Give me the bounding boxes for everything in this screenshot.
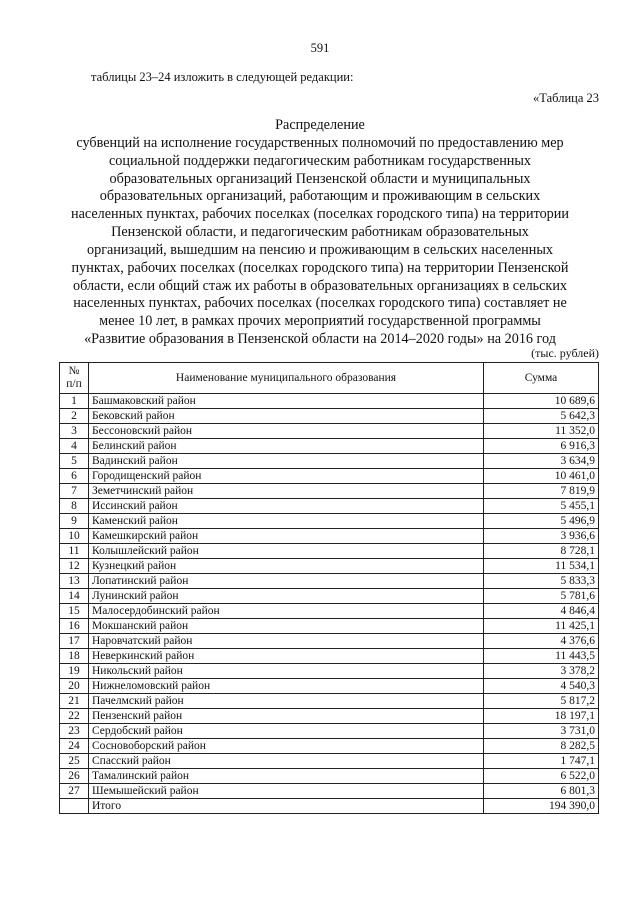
row-number: 26 [60, 769, 89, 784]
row-municipality: Пачелмский район [89, 694, 484, 709]
row-sum: 18 197,1 [484, 709, 599, 724]
table-row [60, 784, 599, 799]
row-municipality: Нижнеломовский район [89, 679, 484, 694]
row-number: 25 [60, 754, 89, 769]
heading-line: субвенций на исполнение государственных полномочий по предоставлению мер [76, 134, 564, 151]
row-number: 14 [60, 589, 89, 604]
row-municipality: Земетчинский район [89, 484, 484, 499]
row-number: 8 [60, 499, 89, 514]
row-municipality: Кузнецкий район [89, 559, 484, 574]
row-municipality: Городищенский район [89, 469, 484, 484]
header-name: Наименование муниципального образования [89, 363, 484, 394]
row-municipality: Бековский район [89, 409, 484, 424]
row-sum: 194 390,0 [484, 799, 599, 814]
header-number-line2: п/п [66, 378, 82, 390]
header-number-line1: № [68, 365, 80, 377]
table-row [60, 469, 599, 484]
row-sum: 5 781,6 [484, 589, 599, 604]
row-sum: 4 376,6 [484, 634, 599, 649]
intro-text: таблицы 23–24 изложить в следующей редакции: [91, 70, 354, 84]
table-row [60, 574, 599, 589]
row-municipality: Белинский район [89, 439, 484, 454]
row-municipality: Камешкирский район [89, 529, 484, 544]
heading-line: пунктах, рабочих поселках (поселках городского типа) на территории Пензенской [71, 259, 569, 276]
units-label: (тыс. рублей) [531, 346, 599, 360]
row-number: 21 [60, 694, 89, 709]
row-municipality: Бессоновский район [89, 424, 484, 439]
table-row [60, 724, 599, 739]
row-number: 2 [60, 409, 89, 424]
row-municipality: Вадинский район [89, 454, 484, 469]
heading-title: Распределение [275, 117, 365, 133]
row-number: 15 [60, 604, 89, 619]
header-sum: Сумма [484, 363, 599, 394]
row-number: 16 [60, 619, 89, 634]
row-number: 3 [60, 424, 89, 439]
row-municipality: Пензенский район [89, 709, 484, 724]
row-municipality: Сердобский район [89, 724, 484, 739]
row-number: 24 [60, 739, 89, 754]
table-reference: «Таблица 23 [533, 91, 599, 105]
row-municipality: Спасский район [89, 754, 484, 769]
row-sum: 11 352,0 [484, 424, 599, 439]
document-heading [40, 117, 600, 349]
heading-line: «Развитие образования в Пензенской области на 2014–2020 годы» на 2016 год [84, 331, 556, 348]
row-number: 9 [60, 514, 89, 529]
table-row [60, 529, 599, 544]
table-body [60, 394, 599, 814]
heading-line: населенных пунктах, рабочих поселках (поселках городского типа) составляет не [73, 295, 567, 312]
row-number: 10 [60, 529, 89, 544]
table-row [60, 439, 599, 454]
table-row [60, 709, 599, 724]
row-number: 5 [60, 454, 89, 469]
row-sum: 10 461,0 [484, 469, 599, 484]
row-sum: 3 378,2 [484, 664, 599, 679]
row-number: 17 [60, 634, 89, 649]
page-number: 591 [310, 41, 330, 55]
row-municipality: Лопатинский район [89, 574, 484, 589]
row-sum: 6 522,0 [484, 769, 599, 784]
row-sum: 4 540,3 [484, 679, 599, 694]
table-row [60, 544, 599, 559]
row-sum: 6 801,3 [484, 784, 599, 799]
table-row [60, 619, 599, 634]
row-number: 23 [60, 724, 89, 739]
header-number [60, 363, 89, 394]
row-number: 11 [60, 544, 89, 559]
row-sum: 5 817,2 [484, 694, 599, 709]
heading-line: области, если общий стаж их работы в образовательных организациях в сельских [73, 277, 567, 294]
row-municipality: Башмаковский район [89, 394, 484, 409]
table-row [60, 409, 599, 424]
heading-line: социальной поддержки педагогическим работникам государственных [108, 152, 532, 169]
row-sum: 11 534,1 [484, 559, 599, 574]
row-sum: 5 496,9 [484, 514, 599, 529]
heading-line: Пензенской области, и педагогическим работникам образовательных [111, 224, 529, 241]
table-row [60, 559, 599, 574]
table-row [60, 649, 599, 664]
row-municipality: Никольский район [89, 664, 484, 679]
heading-line: организаций, вышедшим на пенсию и проживающим в сельских населенных [87, 241, 553, 258]
table-row [60, 754, 599, 769]
row-sum: 5 833,3 [484, 574, 599, 589]
row-number: 19 [60, 664, 89, 679]
table-row [60, 589, 599, 604]
row-sum: 5 642,3 [484, 409, 599, 424]
allocation-table [59, 362, 599, 814]
table-row [60, 394, 599, 409]
table-row [60, 454, 599, 469]
table-row [60, 634, 599, 649]
row-municipality: Мокшанский район [89, 619, 484, 634]
row-sum: 6 916,3 [484, 439, 599, 454]
row-number: 4 [60, 439, 89, 454]
row-number: 6 [60, 469, 89, 484]
table-row [60, 424, 599, 439]
table-row [60, 514, 599, 529]
table-header-row [60, 363, 599, 394]
row-number [60, 799, 89, 814]
row-sum: 3 634,9 [484, 454, 599, 469]
row-sum: 11 425,1 [484, 619, 599, 634]
row-municipality: Итого [89, 799, 484, 814]
row-sum: 5 455,1 [484, 499, 599, 514]
row-sum: 3 731,0 [484, 724, 599, 739]
heading-line: образовательных организаций, работающим и проживающим в сельских [99, 188, 541, 205]
row-sum: 11 443,5 [484, 649, 599, 664]
row-municipality: Малосердобинский район [89, 604, 484, 619]
row-municipality: Каменский район [89, 514, 484, 529]
row-number: 22 [60, 709, 89, 724]
table-row [60, 664, 599, 679]
row-number: 12 [60, 559, 89, 574]
table-row [60, 499, 599, 514]
table-row [60, 769, 599, 784]
row-sum: 1 747,1 [484, 754, 599, 769]
table-row [60, 694, 599, 709]
row-municipality: Наровчатский район [89, 634, 484, 649]
table-total-row [60, 799, 599, 814]
row-number: 13 [60, 574, 89, 589]
row-sum: 10 689,6 [484, 394, 599, 409]
heading-line: менее 10 лет, в рамках прочих мероприятий государственной программы [99, 313, 541, 330]
heading-line: населенных пунктах, рабочих поселках (поселках городского типа) на территории [71, 206, 569, 223]
table-row [60, 739, 599, 754]
row-number: 1 [60, 394, 89, 409]
row-number: 7 [60, 484, 89, 499]
table-row [60, 679, 599, 694]
row-number: 27 [60, 784, 89, 799]
row-sum: 7 819,9 [484, 484, 599, 499]
row-municipality: Шемышейский район [89, 784, 484, 799]
row-municipality: Колышлейский район [89, 544, 484, 559]
heading-line: образовательных организаций Пензенской области и муниципальных [109, 170, 531, 187]
row-sum: 4 846,4 [484, 604, 599, 619]
row-municipality: Тамалинский район [89, 769, 484, 784]
row-sum: 3 936,6 [484, 529, 599, 544]
row-municipality: Сосновоборский район [89, 739, 484, 754]
row-number: 18 [60, 649, 89, 664]
table-row [60, 484, 599, 499]
row-municipality: Иссинский район [89, 499, 484, 514]
row-sum: 8 282,5 [484, 739, 599, 754]
row-municipality: Неверкинский район [89, 649, 484, 664]
row-municipality: Лунинский район [89, 589, 484, 604]
table-row [60, 604, 599, 619]
row-sum: 8 728,1 [484, 544, 599, 559]
row-number: 20 [60, 679, 89, 694]
